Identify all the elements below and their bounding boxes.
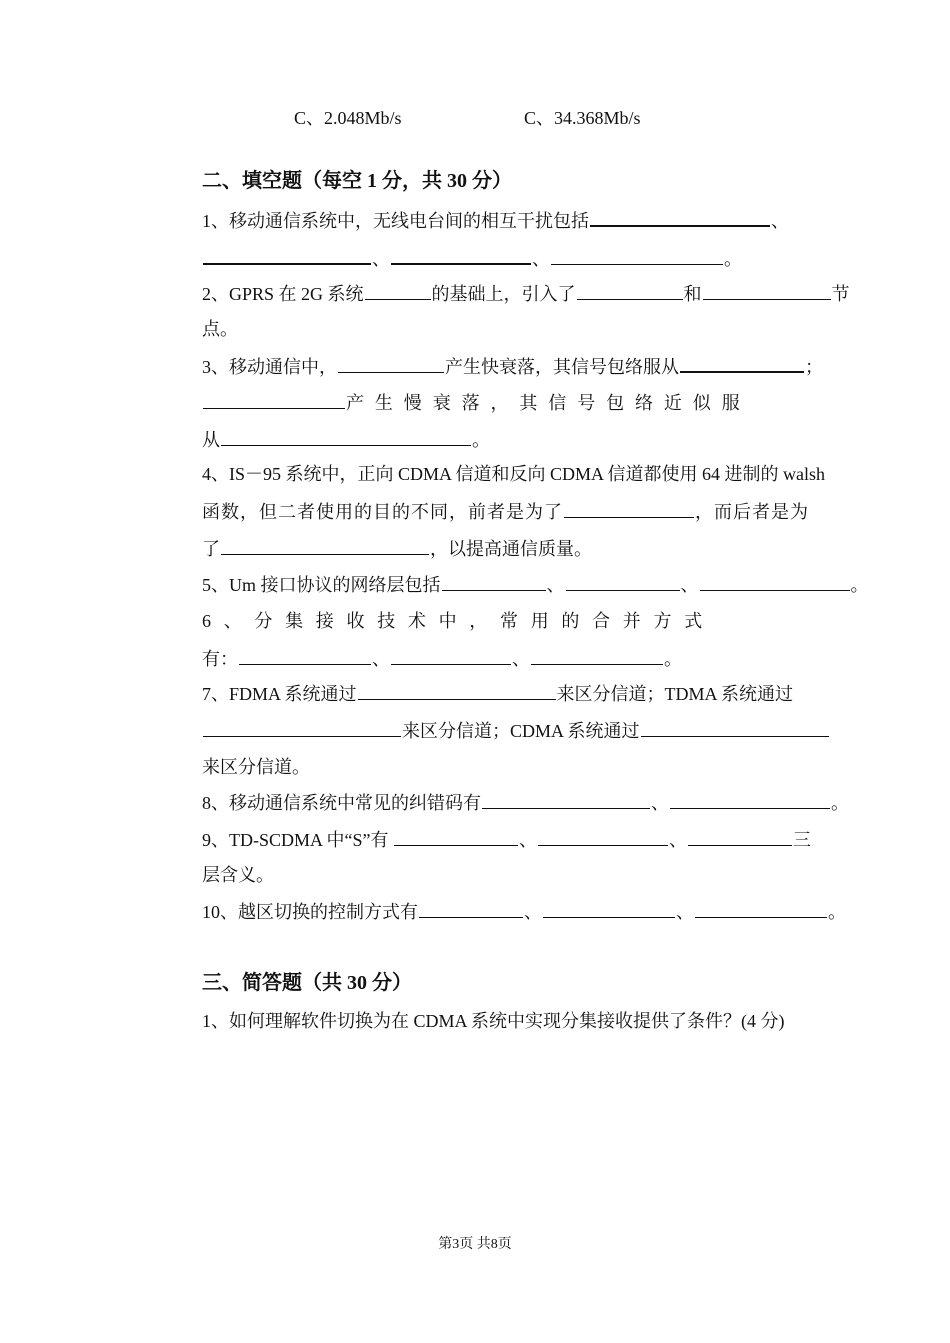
page-number: 第3页 共8页 [438, 1237, 512, 1252]
answer-blank[interactable] [394, 827, 518, 846]
separator: 、 [651, 793, 669, 813]
question-7-line-2 [202, 718, 848, 743]
q3-text: ； [805, 357, 823, 377]
separator: 、 [512, 649, 530, 669]
q10-text: 10、越区切换的控制方式有 [202, 902, 418, 922]
question-9-line-2: 层含义。 [202, 865, 274, 885]
q6-text: 有： [202, 649, 238, 669]
answer-blank[interactable] [543, 899, 675, 918]
q4-text: 了 [202, 539, 220, 559]
q3-text: 产生快衰落，其信号包络服从 [445, 357, 679, 377]
question-3-line-1 [202, 353, 848, 379]
q3-text: 产 生 慢 衰 落 ， 其 信 号 包 络 近 似 服 [346, 393, 743, 413]
question-1-line-1 [202, 207, 848, 233]
answer-blank[interactable] [419, 899, 523, 918]
separator: 。 [831, 793, 849, 813]
answer-blank[interactable] [641, 718, 829, 737]
separator: 、 [771, 211, 789, 231]
option-c-left: C、2.048Mb/s [294, 108, 402, 128]
question-2-line-2: 点。 [202, 319, 238, 339]
question-3-line-3 [202, 427, 848, 452]
answer-blank[interactable] [538, 827, 668, 846]
question-6-line-1 [202, 609, 848, 633]
question-9-line-1 [202, 827, 848, 852]
answer-blank[interactable] [680, 353, 804, 373]
answer-blank[interactable] [391, 646, 511, 665]
q4-text: ，而后者是为 [695, 502, 809, 522]
q1-text: 1、移动通信系统中，无线电台间的相互干扰包括 [202, 211, 589, 231]
q3-text: 。 [472, 430, 490, 450]
answer-blank[interactable] [203, 390, 345, 409]
separator: 、 [524, 902, 542, 922]
answer-blank[interactable] [566, 572, 680, 591]
q2-text: 2、GPRS 在 2G 系统 [202, 284, 364, 304]
separator: 、 [372, 649, 390, 669]
question-10 [202, 899, 848, 924]
answer-blank[interactable] [695, 899, 827, 918]
q9-text: 9、TD-SCDMA 中“S”有 [202, 830, 389, 850]
q8-text: 8、移动通信系统中常见的纠错码有 [202, 793, 481, 813]
answer-blank[interactable] [221, 536, 429, 555]
question-4-line-3 [202, 536, 848, 561]
question-5 [202, 572, 869, 597]
section-2-title: 二、填空题（每空 1 分，共 30 分） [202, 170, 512, 192]
question-3-line-2 [202, 390, 848, 415]
q7-text: 来区分信道；CDMA 系统通过 [402, 721, 640, 741]
answer-blank[interactable] [531, 646, 663, 665]
answer-blank[interactable] [203, 718, 401, 737]
q6-text: 6 、 分 集 接 收 技 术 中 ， 常 用 的 合 并 方 式 [202, 611, 707, 631]
q7-text: 7、FDMA 系统通过 [202, 684, 357, 704]
answer-blank[interactable] [338, 354, 444, 373]
separator: 、 [532, 249, 550, 269]
question-7-line-1 [202, 681, 848, 706]
q2-text: 和 [683, 284, 702, 304]
q5-text: 5、Um 接口协议的网络层包括 [202, 575, 441, 595]
answer-blank[interactable] [221, 427, 471, 446]
question-7-line-3: 来区分信道。 [202, 757, 310, 777]
separator: 、 [676, 902, 694, 922]
q3-text: 从 [202, 430, 220, 450]
answer-blank[interactable] [564, 499, 694, 518]
question-1-line-2 [202, 245, 848, 271]
q4-text: ，以提高通信质量。 [430, 539, 592, 559]
answer-blank[interactable] [670, 790, 830, 809]
answer-blank[interactable] [482, 790, 650, 809]
separator: 。 [828, 902, 846, 922]
answer-blank[interactable] [239, 646, 371, 665]
question-8 [202, 790, 848, 815]
answer-blank[interactable] [703, 281, 831, 300]
q7-text: 来区分信道；TDMA 系统通过 [556, 684, 794, 704]
answer-blank[interactable] [442, 572, 546, 591]
q2-text: 节 [831, 284, 850, 304]
answer-blank[interactable] [203, 245, 371, 265]
answer-blank[interactable] [590, 207, 770, 227]
separator: 、 [372, 249, 390, 269]
q2-text: 的基础上，引入了 [431, 284, 576, 304]
answer-blank[interactable] [688, 827, 792, 846]
answer-blank[interactable] [358, 681, 556, 700]
separator: 。 [664, 649, 682, 669]
option-c-right: C、34.368Mb/s [524, 108, 641, 128]
q3-text: 3、移动通信中， [202, 357, 337, 377]
answer-blank[interactable] [391, 245, 531, 265]
question-4-line-1: 4、IS－95 系统中，正向 CDMA 信道和反向 CDMA 信道都使用 64 进制的 walsh [202, 464, 826, 484]
q4-text: 函数，但二者使用的目的不同，前者是为了 [202, 502, 563, 522]
answer-blank[interactable] [365, 281, 431, 300]
answer-blank[interactable] [551, 246, 723, 265]
separator: 、 [669, 830, 688, 850]
q9-text: 三 [793, 830, 812, 850]
separator: 、 [546, 575, 565, 595]
separator: 。 [850, 575, 869, 595]
question-6-line-2 [202, 646, 848, 671]
separator: 、 [680, 575, 699, 595]
answer-blank[interactable] [700, 572, 850, 591]
separator: 。 [724, 249, 742, 269]
section-3-question-1: 1、如何理解软件切换为在 CDMA 系统中实现分集接收提供了条件？(4 分) [202, 1011, 785, 1031]
answer-blank[interactable] [577, 281, 683, 300]
separator: 、 [519, 830, 538, 850]
question-4-line-2 [202, 499, 848, 524]
section-3-title: 三、简答题（共 30 分） [202, 972, 412, 994]
question-2-line-1 [202, 281, 848, 306]
